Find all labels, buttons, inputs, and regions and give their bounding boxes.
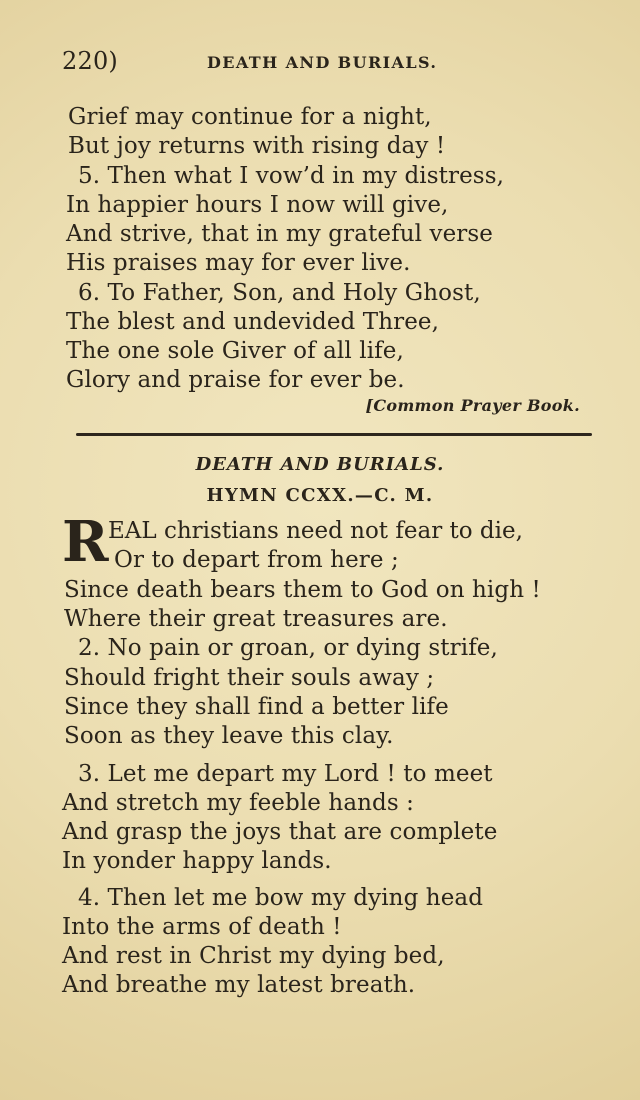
section-title: DEATH AND BURIALS.	[195, 454, 445, 475]
hymn-line: And breathe my latest breath.	[62, 972, 416, 998]
hymn-line: Since they shall find a better life	[64, 694, 449, 720]
hymn-body	[60, 0, 580, 1000]
hymn-line: 3. Let me depart my Lord ! to meet	[78, 761, 493, 787]
hymn-line: In yonder happy lands.	[62, 848, 332, 874]
hymn-first-line: EAL christians need not fear to die,	[108, 518, 523, 544]
hymn-line: And grasp the joys that are complete	[62, 819, 498, 845]
hymn-line: And stretch my feeble hands :	[62, 790, 415, 816]
hymn-line: The one sole Giver of all life,	[66, 338, 404, 364]
hymn-line: 6. To Father, Son, and Holy Ghost,	[78, 280, 481, 306]
hymn-line: His praises may for ever live.	[66, 250, 411, 276]
hymn-line: 5. Then what I vow’d in my distress,	[78, 163, 505, 189]
hymn-line: Since death bears them to God on high !	[64, 577, 541, 603]
drop-cap: R	[62, 509, 109, 575]
hymn-line: Glory and praise for ever be.	[66, 367, 405, 393]
hymn-line: But joy returns with rising day !	[68, 133, 446, 159]
hymn-line: Into the arms of death !	[62, 914, 342, 940]
hymn-line: Or to depart from here ;	[114, 547, 399, 573]
running-head: DEATH AND BURIALS.	[207, 53, 438, 72]
hymn-line: In happier hours I now will give,	[66, 192, 449, 218]
page-number: 220)	[62, 47, 118, 75]
hymn-title: HYMN CCXX.—C. M.	[206, 485, 434, 506]
hymn-line: And rest in Christ my dying bed,	[62, 943, 445, 969]
attribution: [Common Prayer Book.	[365, 396, 580, 415]
hymn-line: Where their great treasures are.	[64, 606, 448, 632]
hymn-line: Soon as they leave this clay.	[64, 723, 394, 749]
hymn-line: Grief may continue for a night,	[68, 104, 432, 130]
hymn-line: 2. No pain or groan, or dying strife,	[78, 635, 498, 661]
hymn-line: Should fright their souls away ;	[64, 665, 435, 691]
hymn-line: And strive, that in my grateful verse	[66, 221, 493, 247]
hymn-line: 4. Then let me bow my dying head	[78, 885, 484, 911]
hymn-line: The blest and undevided Three,	[66, 309, 440, 335]
